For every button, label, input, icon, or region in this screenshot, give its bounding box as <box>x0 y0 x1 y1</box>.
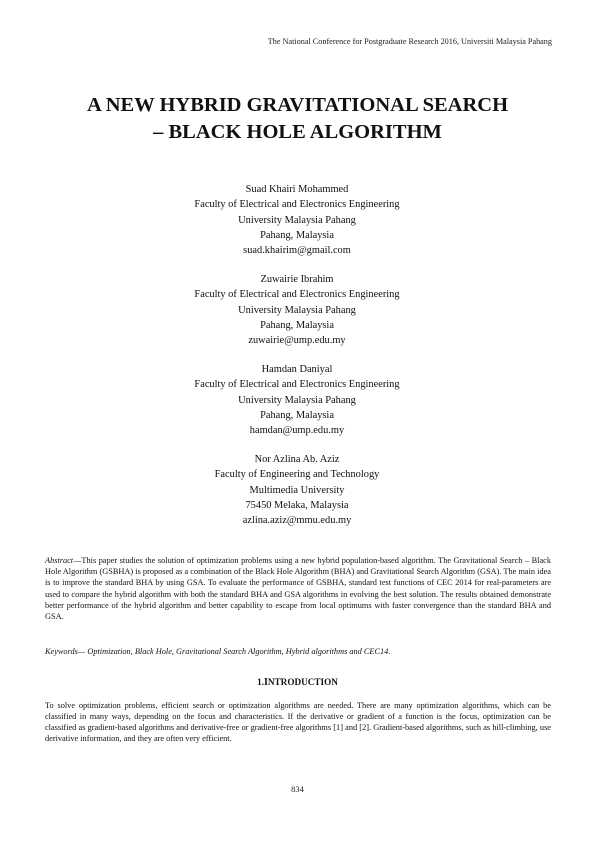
author-email: zuwairie@ump.edu.my <box>248 335 346 347</box>
author-block <box>97 272 497 348</box>
author-location: Pahang, Malaysia <box>260 319 334 331</box>
author-institution: University Malaysia Pahang <box>238 214 356 226</box>
author-name: Suad Khairi Mohammed <box>245 184 349 195</box>
keywords <box>45 646 551 657</box>
section-heading-introduction <box>0 676 595 689</box>
author-institution: University Malaysia Pahang <box>238 304 356 316</box>
author-institution: Multimedia University <box>249 484 345 496</box>
author-email: azlina.aziz@mmu.edu.my <box>242 515 352 527</box>
author-location: 75450 Melaka, Malaysia <box>245 499 349 511</box>
author-institution: University Malaysia Pahang <box>238 394 356 406</box>
introduction-paragraph: To solve optimization problems, efficient search or optimization algorithms are needed. There are many optimization algorithms, which can be classified in many ways, depending on the focus and characteristics. If the derivative or gradient of a function is the focus, optimization can be classified as gradient-based algorithms and derivative-free or gradient-free algorithms [1] and [2]. Gradient-based algorithms, such as hill-climbing, use derivative information, and they are often very efficient. <box>45 701 551 744</box>
paper-title-line-2: – BLACK HOLE ALGORITHM <box>153 121 442 143</box>
author-block <box>97 362 497 438</box>
abstract <box>45 555 551 622</box>
author-block <box>97 452 497 528</box>
author-affiliation: Faculty of Electrical and Electronics Engineering <box>194 199 400 211</box>
author-name: Hamdan Daniyal <box>261 363 333 375</box>
abstract-text: —This paper studies the solution of optimization problems using a new hybrid population-based algorithm. The Gravitational Search – Black Hole Algorithm (GSBHA) is proposed as a combination of the Black Hole Algorithm (BHA) and Gravitational Search Algorithm (GSA). The main idea is to improve the standard BHA by using GSA. To evaluate the performance of GSBHA, standard test functions of CEC 2014 for real-parameters are used to compare the hybrid algorithm with both the standard BHA and GSA algorithms in evolving the best solution. The results obtained demonstrate better performance of the hybrid algorithm and better capability to escape from local optimums with faster convergence than the standard BHA and GSA. <box>45 556 551 622</box>
keywords-label: Keywords— <box>45 647 86 656</box>
author-affiliation: Faculty of Electrical and Electronics Engineering <box>194 379 400 391</box>
author-email: hamdan@ump.edu.my <box>249 425 345 437</box>
author-affiliation: Faculty of Electrical and Electronics Engineering <box>194 289 400 301</box>
author-block <box>97 182 497 258</box>
author-name: Zuwairie Ibrahim <box>260 273 334 285</box>
author-location: Pahang, Malaysia <box>260 409 334 421</box>
section-title-initial: I <box>264 677 268 688</box>
author-list <box>97 182 497 542</box>
paper-title-line-1: A NEW HYBRID GRAVITATIONAL SEARCH <box>86 94 509 116</box>
abstract-label: Abstract <box>45 556 74 565</box>
section-number: 1. <box>257 677 265 687</box>
page-number: 834 <box>291 784 304 794</box>
author-affiliation: Faculty of Engineering and Technology <box>214 469 380 481</box>
running-header: The National Conference for Postgraduate Research 2016, Universiti Malaysia Pahang <box>267 37 552 46</box>
author-email: suad.khairim@gmail.com <box>243 245 351 257</box>
paper-title <box>30 92 565 146</box>
author-location: Pahang, Malaysia <box>260 229 334 241</box>
keywords-text: Optimization, Black Hole, Gravitational Search Algorithm, Hybrid algorithms and CEC14. <box>85 647 391 656</box>
section-title-rest: NTRODUCTION <box>267 677 338 687</box>
author-name: Nor Azlina Ab. Aziz <box>254 453 340 465</box>
